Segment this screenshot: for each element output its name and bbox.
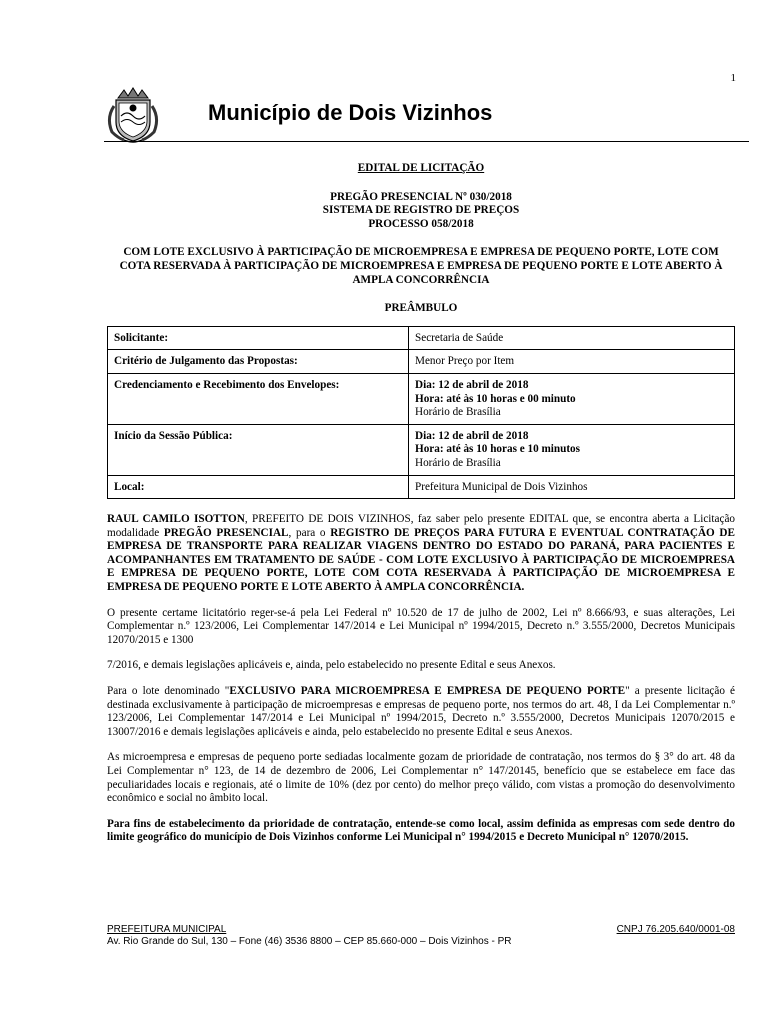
lote-heading: COM LOTE EXCLUSIVO À PARTICIPAÇÃO DE MICROEMPRESA E EMPRESA DE PEQUENO PORTE, LOTE COM COTA RESERVADA À PARTICIPAÇÃO DE MICROEMPRESA E EMPRESA DE PEQUENO PORTE E LOTE ABERTO À AMPLA CONCORRÊNCIA <box>119 246 723 286</box>
solicitante-value: Secretaria de Saúde <box>409 326 735 350</box>
document-footer <box>107 924 735 948</box>
local-label: Local: <box>108 475 409 499</box>
header-divider <box>104 141 749 142</box>
footer-address: Av. Rio Grande do Sul, 130 – Fone (46) 3536 8800 – CEP 85.660-000 – Dois Vizinhos - PR <box>107 936 512 947</box>
paragraph-legislation-cont: 7/2016, e demais legislações aplicáveis e, ainda, pelo estabelecido no presente Edital e seus Anexos. <box>107 659 556 672</box>
paragraph-prioridade: As microempresa e empresas de pequeno porte sediadas localmente gozam de prioridade de contratação, nos termos do § 3° do art. 48 da Lei Complementar n° 123, de 14 de dezembro de 2006, Lei Complementar n° 147/20145, benefício que se estabelece em face das peculiaridades locais e regionais, até o limite de 10% (dez por cento) do melhor preço válido, com vistas a promoção do desenvolvimento econômico e social no âmbito local. <box>107 751 735 805</box>
inicio-horario: Horário de Brasília <box>415 456 501 469</box>
table-row <box>108 326 735 350</box>
municipality-title: Município de Dois Vizinhos <box>208 100 493 125</box>
inicio-dia: Dia: 12 de abril de 2018 <box>415 429 529 442</box>
processo-number: PROCESSO 058/2018 <box>368 217 474 230</box>
pregao-block <box>107 191 735 232</box>
credenciamento-label: Credenciamento e Recebimento dos Envelopes: <box>108 373 409 424</box>
paragraph-exclusivo <box>107 685 735 739</box>
intro-text-2: , para o <box>288 526 331 539</box>
table-row <box>108 373 735 424</box>
document-body <box>107 162 735 857</box>
preambulo-heading: PREÂMBULO <box>384 302 458 315</box>
exclusivo-text-1: Para o lote denominado " <box>107 685 230 698</box>
footer-cnpj: CNPJ 76.205.640/0001-08 <box>616 924 735 935</box>
solicitante-label: Solicitante: <box>108 326 409 350</box>
credenciamento-horario: Horário de Brasília <box>415 406 501 419</box>
table-row <box>108 475 735 499</box>
table-row <box>108 350 735 374</box>
credenciamento-hora: Hora: até às 10 horas e 00 minuto <box>415 392 576 405</box>
objeto-bold: REGISTRO DE PREÇOS PARA FUTURA E EVENTUAL CONTRATAÇÃO DE EMPRESA DE TRANSPORTE PARA REALIZAR VIAGENS DENTRO DO ESTADO DO PARANÁ, PARA PACIENTES E ACOMPANHANTES EM TRATAMENTO DE SAÚDE - COM LOTE EXCLUSIVO À PARTICIPAÇÃO DE MICROEMPRESA E EMPRESA DE PEQUENO PORTE, LOTE COM COTA RESERVADA À PARTICIPAÇÃO DE MICROEMPRESA E EMPRESA DE PEQUENO PORTE E LOTE ABERTO À AMPLA CONCORRÊNCIA. <box>107 526 735 594</box>
mayor-name: RAUL CAMILO ISOTTON <box>107 513 245 526</box>
credenciamento-value <box>409 373 735 424</box>
intro-text-1: , PREFEITO DE DOIS VIZINHOS, faz saber pelo presente EDITAL que, se encontra aberta a Licitação modalidade <box>107 513 736 539</box>
table-row <box>108 424 735 475</box>
footer-org: PREFEITURA MUNICIPAL <box>107 924 227 935</box>
footer-top-row <box>107 924 735 936</box>
exclusivo-bold: EXCLUSIVO PARA MICROEMPRESA E EMPRESA DE PEQUENO PORTE <box>229 685 626 698</box>
inicio-label: Início da Sessão Pública: <box>108 424 409 475</box>
criterio-value: Menor Preço por Item <box>409 350 735 374</box>
paragraph-local-definition: Para fins de estabelecimento da prioridade de contratação, entende-se como local, assim definida as empresas com sede dentro do limite geográfico do município de Dois Vizinhos conforme Lei Municipal n° 1994/2015 e Decreto Municipal n° 12070/2015. <box>107 817 735 844</box>
criterio-label: Critério de Julgamento das Propostas: <box>108 350 409 374</box>
paragraph-intro <box>107 513 735 595</box>
inicio-hora: Hora: até às 10 horas e 10 minutos <box>415 443 581 456</box>
registro-precos: SISTEMA DE REGISTRO DE PREÇOS <box>322 204 520 217</box>
exclusivo-text-2: " a presente licitação é destinada exclusivamente à participação de microempresas e empresas de pequeno porte, nos termos do art. 48, I da Lei Complementar n.º 123/2006, Lei Complementar 147/2014 e Lei Municipal nº 1994/2015, Decreto n.º 3.555/2000, Decretos Municipais 12070/2015 e 13007/2016 e demais legislações aplicáveis e ainda, pelo estabelecido no presente Edital e seus Anexos. <box>107 685 735 738</box>
paragraph-legislation: O presente certame licitatório reger-se-á pela Lei Federal nº 10.520 de 17 de julho de 2002, Lei nº 8.666/93, e suas alterações, Lei Complementar n.º 123/2006, Lei Complementar 147/2014 e Lei Municipal nº 1994/2015, Decreto n.º 3.555/2000, Decretos Municipais 12070/2015 e 1300 <box>107 606 735 646</box>
inicio-value <box>409 424 735 475</box>
page-number: 1 <box>730 72 736 84</box>
municipal-crest-icon <box>104 84 162 144</box>
edital-title: EDITAL DE LICITAÇÃO <box>357 162 485 174</box>
info-table <box>107 326 735 499</box>
pregao-number: PREGÃO PRESENCIAL Nº 030/2018 <box>330 190 512 203</box>
local-value: Prefeitura Municipal de Dois Vizinhos <box>409 475 735 499</box>
credenciamento-dia: Dia: 12 de abril de 2018 <box>415 378 529 391</box>
modalidade-bold: PREGÃO PRESENCIAL <box>163 526 289 539</box>
document-header <box>104 84 749 142</box>
